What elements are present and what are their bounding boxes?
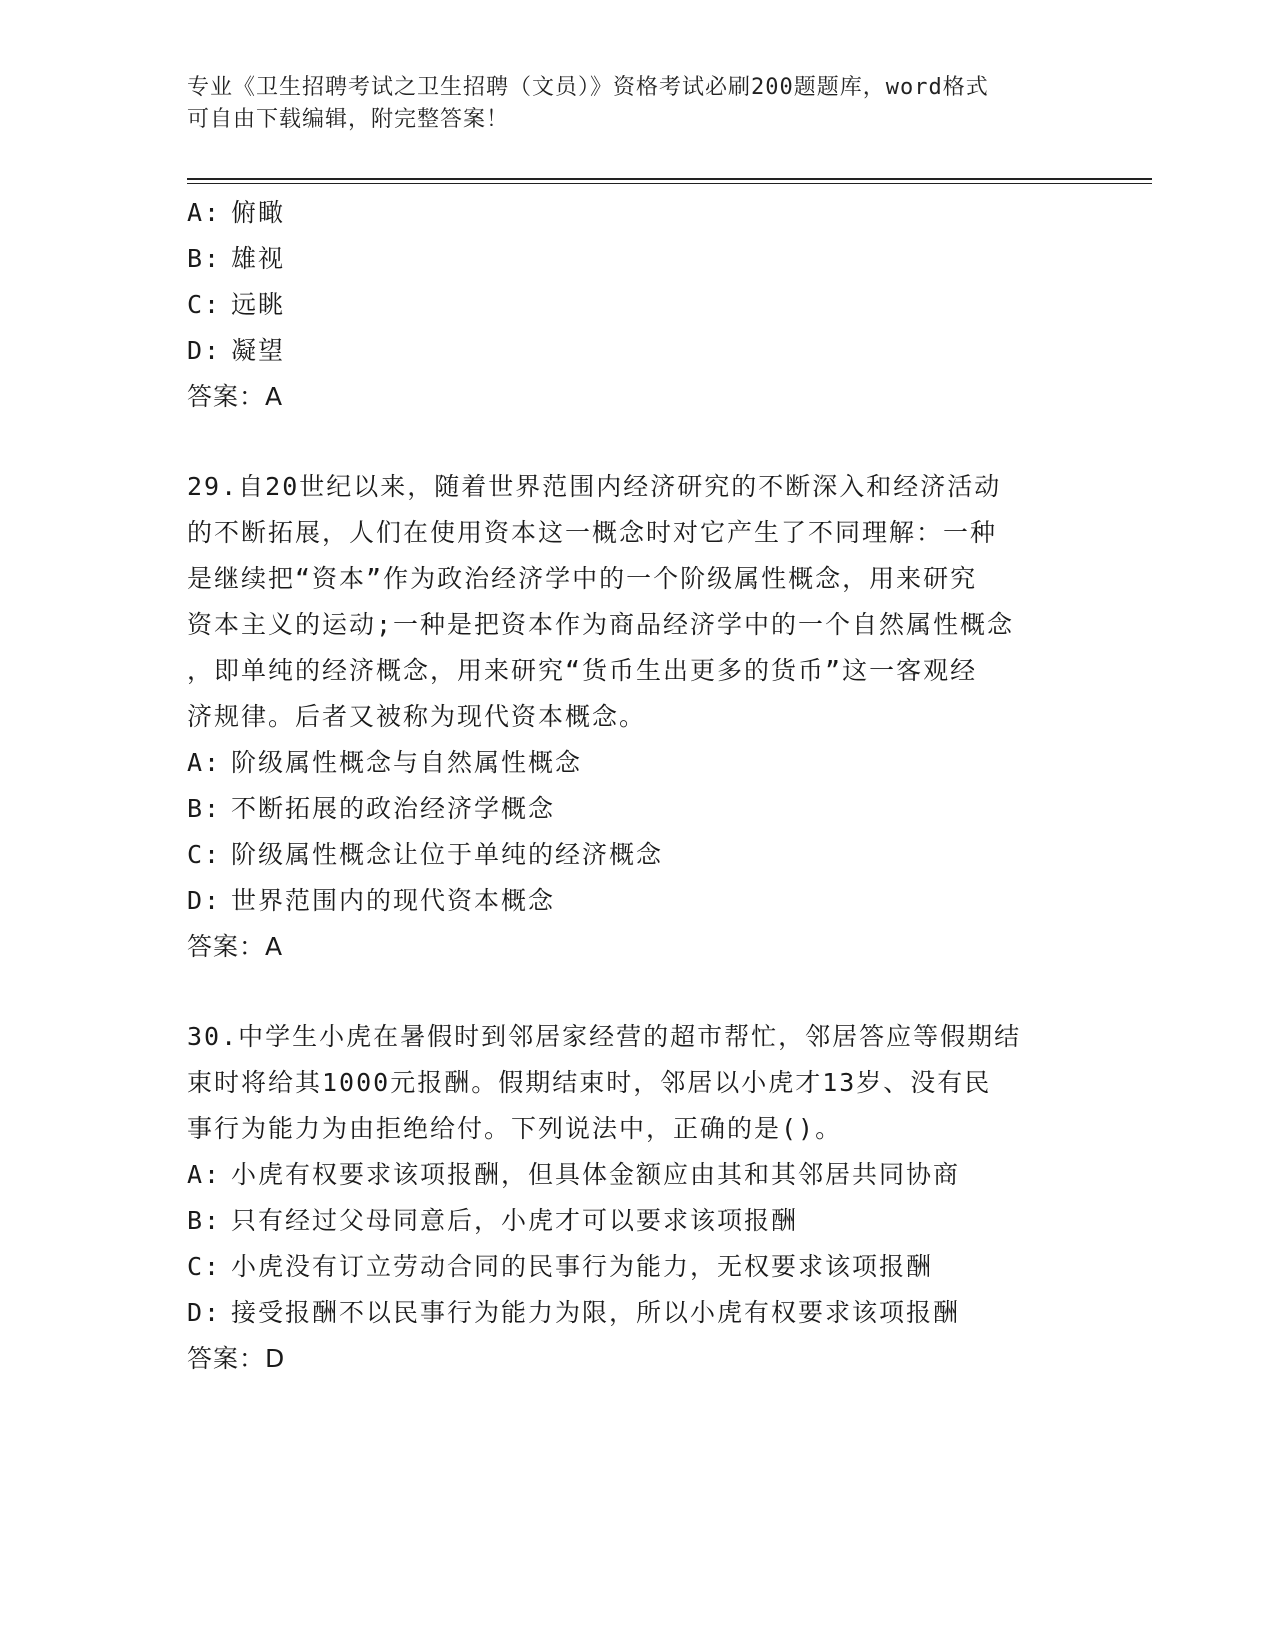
option-a: [187, 190, 1087, 236]
option-text: 只有经过父母同意后，小虎才可以要求该项报酬: [231, 1206, 799, 1235]
question-stem-line: 的不断拓展，人们在使用资本这一概念时对它产生了不同理解：一种: [187, 518, 998, 547]
option-key: C:: [187, 840, 222, 869]
document-header: [187, 72, 1067, 136]
option-text: 阶级属性概念让位于单纯的经济概念: [231, 840, 664, 869]
answer-line: 答案：A: [187, 382, 284, 411]
option-text: 凝望: [231, 336, 286, 365]
question-stem-line: 济规律。后者又被称为现代资本概念。: [187, 702, 647, 731]
question-stem-line: ，即单纯的经济概念，用来研究“货币生出更多的货币”这一客观经: [187, 656, 978, 685]
option-key: D:: [187, 886, 222, 915]
option-text: 不断拓展的政治经济学概念: [231, 794, 556, 823]
header-divider-thin: [187, 183, 1152, 184]
option-a: [187, 740, 1087, 786]
option-a: [187, 1152, 1087, 1198]
option-key: A:: [187, 198, 222, 227]
option-b: [187, 786, 1087, 832]
option-key: A:: [187, 1160, 222, 1189]
answer-line: 答案：A: [187, 932, 284, 961]
option-c: [187, 832, 1087, 878]
option-d: [187, 328, 1087, 374]
option-key: B:: [187, 794, 222, 823]
question-stem-line: 资本主义的运动;一种是把资本作为商品经济学中的一个自然属性概念: [187, 610, 1015, 639]
header-line-1: 专业《卫生招聘考试之卫生招聘（文员）》资格考试必刷200题题库，word格式: [187, 75, 989, 100]
question-content: [187, 190, 1087, 1382]
option-key: C:: [187, 290, 222, 319]
question-28-options: [187, 190, 1087, 420]
option-d: [187, 1290, 1087, 1336]
option-key: D:: [187, 1298, 222, 1327]
option-key: D:: [187, 336, 222, 365]
option-text: 世界范围内的现代资本概念: [231, 886, 556, 915]
question-stem-line: 事行为能力为由拒绝给付。下列说法中，正确的是()。: [187, 1114, 843, 1143]
option-key: B:: [187, 1206, 222, 1235]
option-key: B:: [187, 244, 222, 273]
option-c: [187, 1244, 1087, 1290]
option-d: [187, 878, 1087, 924]
question-30: [187, 1014, 1087, 1382]
option-b: [187, 236, 1087, 282]
option-text: 阶级属性概念与自然属性概念: [231, 748, 583, 777]
option-text: 远眺: [231, 290, 286, 319]
option-b: [187, 1198, 1087, 1244]
option-c: [187, 282, 1087, 328]
option-key: A:: [187, 748, 222, 777]
option-text: 小虎没有订立劳动合同的民事行为能力，无权要求该项报酬: [231, 1252, 934, 1281]
question-stem-line: 是继续把“资本”作为政治经济学中的一个阶级属性概念，用来研究: [187, 564, 978, 593]
option-text: 俯瞰: [231, 198, 286, 227]
header-line-2: 可自由下载编辑，附完整答案！: [187, 107, 510, 132]
answer-line: 答案：D: [187, 1344, 286, 1373]
header-divider-thick: [187, 178, 1152, 180]
option-text: 雄视: [231, 244, 286, 273]
question-stem-line: 束时将给其1000元报酬。假期结束时，邻居以小虎才13岁、没有民: [187, 1068, 992, 1097]
option-key: C:: [187, 1252, 222, 1281]
question-29: [187, 464, 1087, 970]
question-stem-line: 29.自20世纪以来，随着世界范围内经济研究的不断深入和经济活动: [187, 472, 1002, 501]
option-text: 接受报酬不以民事行为能力为限，所以小虎有权要求该项报酬: [231, 1298, 961, 1327]
question-stem-line: 30.中学生小虎在暑假时到邻居家经营的超市帮忙，邻居答应等假期结: [187, 1022, 1022, 1051]
option-text: 小虎有权要求该项报酬，但具体金额应由其和其邻居共同协商: [231, 1160, 961, 1189]
